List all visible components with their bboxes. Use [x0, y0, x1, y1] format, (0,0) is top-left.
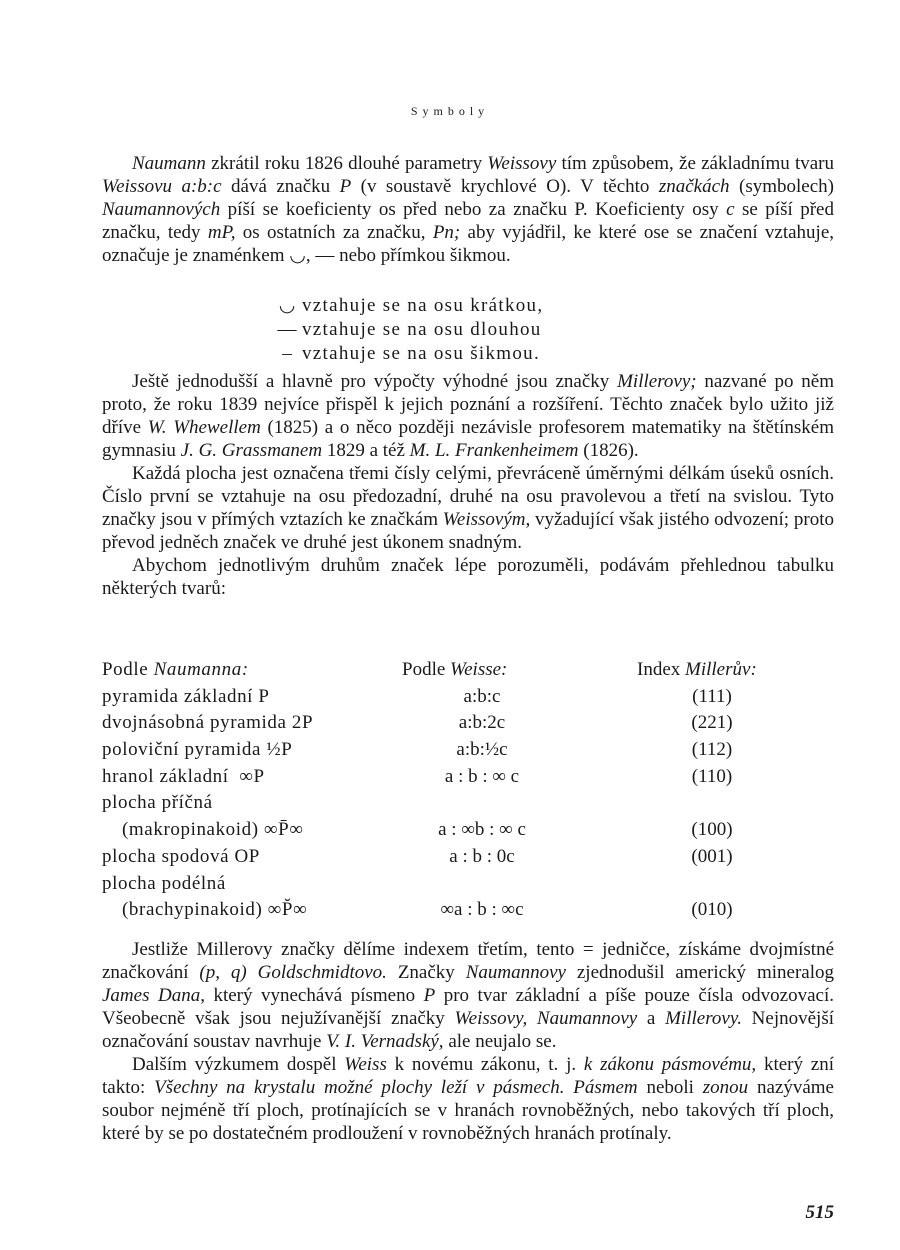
paragraph: Ještě jednodušší a hlavně pro výpočty výhodné jsou značky Millerovy; nazvané po něm proto, že roku 1839 nejvíce přispěl k jejich poznání a rozšíření. Těchto značek bylo užito již dříve W. Whewellem (1825) a o něco později nezávisle profesorem matematiky na štětínském gymnasiu J. G. Grassmanem 1829 a též M. L. Frankenheimem (1826). — [102, 371, 834, 461]
mark-description: vztahuje se na osu šikmou. — [302, 343, 541, 364]
naumann-symbol: hranol základní ∞P — [102, 765, 265, 787]
paragraph-group-conclusion — [102, 938, 834, 1145]
naumann-symbol: pyramida základní P — [102, 685, 270, 707]
mark-row — [272, 318, 832, 342]
paragraph: Abychom jednotlivým druhům značek lépe porozuměli, podávám přehlednou tabulku některých tvarů: — [102, 555, 834, 599]
paragraph: Dalším výzkumem dospěl Weiss k novému zákonu, t. j. k zákonu pásmovému, který zní takto: Všechny na krystalu možné plochy leží v pásmech. Pásmem neboli zonou nazýváme soubor nejméně tří ploch, protínajících se v hranách rovnoběžných, nebo takových tří ploch, které by se po dostatečném prodloužení v rovnoběžných hranách protínaly. — [102, 1054, 834, 1144]
page-number: 515 — [805, 1202, 834, 1223]
table-row — [102, 712, 834, 739]
running-head: Symboly — [410, 104, 490, 118]
table-row — [102, 739, 834, 766]
paragraph: Naumann zkrátil roku 1826 dlouhé parametry Weissovy tím způsobem, že základnímu tvaru Weissovu a:b:c dává značku P (v soustavě krychlové O). V těchto značkách (symbolech) Naumannových píší se koeficienty os před nebo za značku P. Koeficienty osy c se píší před značku, tedy mP, os ostatních za značku, Pn; aby vyjádřil, ke které ose se značení vztahuje, označuje je znaménkem ◡, — nebo přímkou šikmou. — [102, 153, 835, 266]
table-row — [102, 792, 834, 819]
miller-index: (221) — [691, 712, 733, 734]
naumann-symbol: plocha podélná — [102, 872, 226, 894]
weiss-symbol: a:b:½c — [456, 739, 508, 761]
table-row — [102, 819, 834, 846]
mark-description: vztahuje se na osu dlouhou — [302, 319, 542, 340]
naumann-symbol: dvojnásobná pyramida 2P — [102, 712, 314, 734]
symbol-table — [102, 659, 834, 926]
mark-description: vztahuje se na osu krátkou, — [302, 295, 544, 316]
weiss-symbol: a : ∞b : ∞ c — [438, 819, 526, 841]
paragraph-group-miller — [102, 370, 834, 600]
mark-row — [272, 294, 832, 318]
weiss-symbol: ∞a : b : ∞c — [440, 899, 524, 921]
naumann-symbol: (makropinakoid) ∞P̄∞ — [122, 819, 304, 841]
naumann-symbol: plocha spodová OP — [102, 845, 260, 867]
paragraph: Jestliže Millerovy značky dělíme indexem třetím, tento = jedničce, získáme dvojmístné značkování (p, q) Goldschmidtovo. Značky Naumannovy zjednodušil americký mineralog James Dana, který vynechává písmeno P pro tvar základní a píše pouze čísla odvozovací. Všeobecně však jsou nejužívanější značky Weissovy, Naumannovy a Millerovy. Nejnovější označování soustav navrhuje V. I. Vernadský, ale neujalo se. — [102, 939, 835, 1052]
table-row — [102, 899, 834, 926]
miller-index: (112) — [691, 739, 733, 761]
weiss-symbol: a : b : ∞ c — [444, 765, 520, 787]
miller-index: (010) — [691, 899, 733, 921]
naumann-symbol: (brachypinakoid) ∞P̆∞ — [122, 899, 308, 921]
paragraph-group-intro — [102, 152, 834, 267]
miller-index: (111) — [692, 685, 732, 707]
table-row — [102, 873, 834, 900]
short-axis-mark: ◡ — [278, 295, 296, 316]
miller-index: (100) — [691, 819, 733, 841]
long-axis-mark: — — [277, 319, 297, 340]
table-row — [102, 686, 834, 713]
table-header-row — [102, 659, 834, 686]
naumann-symbol: plocha příčná — [102, 792, 213, 814]
weiss-symbol: a : b : 0c — [449, 845, 515, 867]
header-weiss: Podle Weisse: — [402, 659, 508, 680]
oblique-axis-mark: ‒ — [282, 343, 292, 364]
weiss-symbol: a:b:2c — [458, 712, 506, 734]
miller-index: (110) — [691, 765, 733, 787]
header-miller: Index Millerův: — [637, 659, 757, 680]
mark-row — [272, 342, 832, 366]
table-row — [102, 766, 834, 793]
header-naumann: Podle Naumanna: — [102, 659, 249, 680]
naumann-symbol: poloviční pyramida ½P — [102, 739, 293, 761]
weiss-symbol: a:b:c — [463, 685, 501, 707]
table-row — [102, 846, 834, 873]
miller-index: (001) — [691, 845, 733, 867]
paragraph: Každá plocha jest označena třemi čísly celými, převráceně úměrnými délkám úseků osních. Číslo první se vztahuje na osu předozadní, druhé na osu pravolevou a třetí na svislou. Tyto značky jsou v přímých vztazích ke značkám Weissovým, vyžadující však jistého odvození; proto převod jedněch značek ve druhé jest úkonem snadným. — [102, 463, 834, 553]
mark-legend — [272, 294, 832, 366]
